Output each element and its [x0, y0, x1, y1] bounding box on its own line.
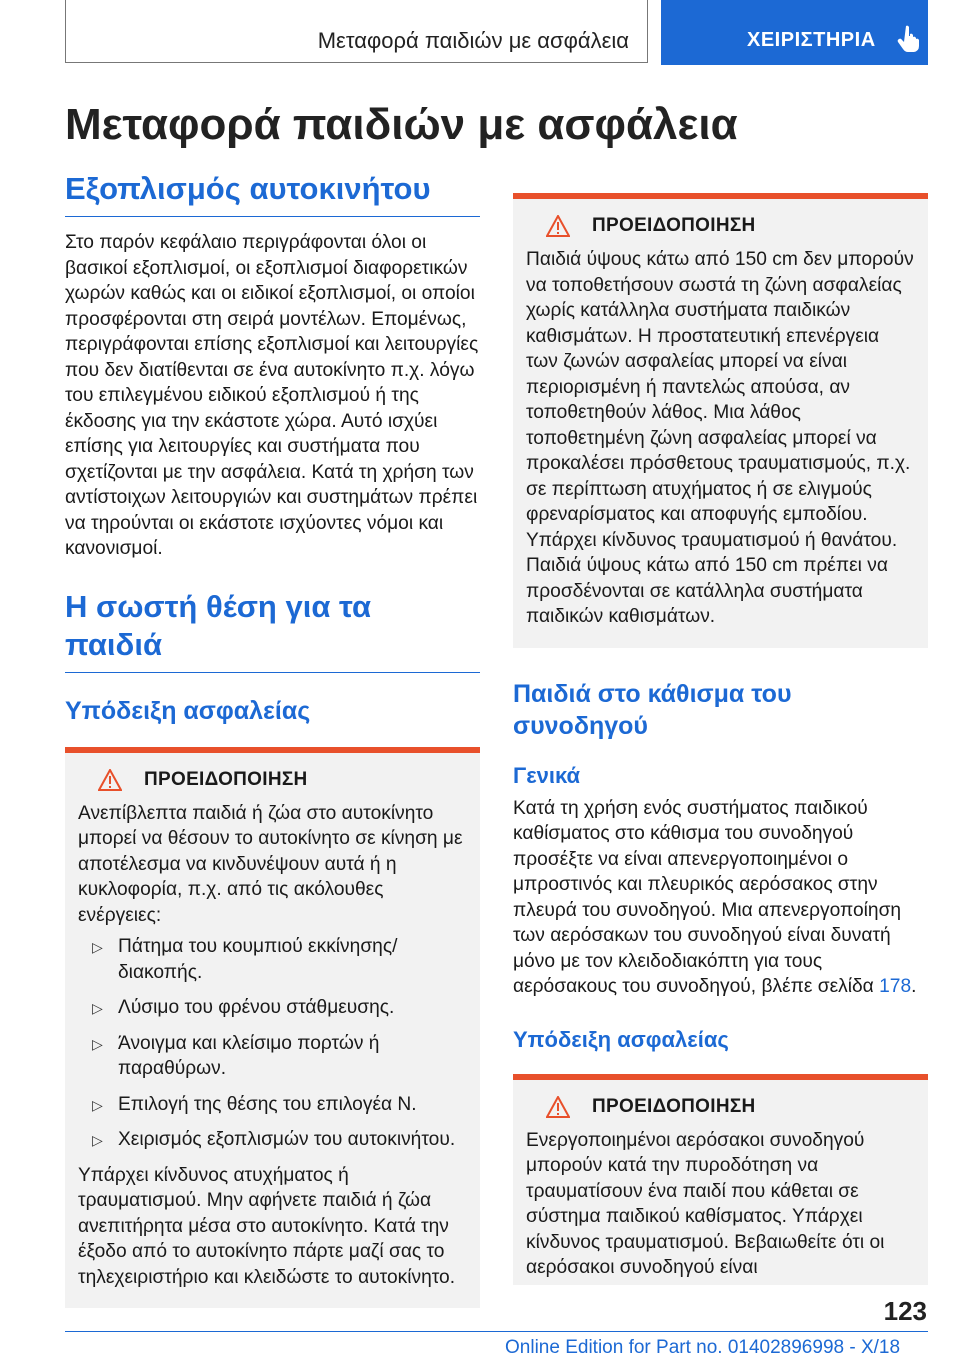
warning-intro: Ανεπίβλεπτα παιδιά ή ζώα στο αυτοκίνητο μπορεί να θέσουν το αυτοκίνητο σε κίνηση με αποτέλεσμα να κινδυνέψουν αυτά ή η κυκλοφορία, π.χ. από τις ακόλουθες ενέργειες:: [78, 802, 463, 926]
correct-position-rule: [65, 672, 480, 673]
codriver-heading: Παιδιά στο κάθισμα του συνοδηγού: [513, 679, 792, 740]
warning-label: ΠΡΟΕΙΔΟΠΟΙΗΣΗ: [592, 215, 756, 236]
hand-pointer-icon: [897, 24, 923, 52]
bullet-triangle-icon: ▷: [92, 1000, 103, 1016]
equipment-text: Στο παρόν κεφάλαιο περιγράφονται όλοι οι βασικοί εξοπλισμοί, οι εξοπλισμοί διαφορετικών χωρών καθώς και οι ειδικοί εξοπλισμοί, οι οποίοι προσφέρονται στη σειρά μοντέλων. Επομένως, περιγράφονται επίσης εξοπλισμοί και λειτουργίες που δεν διατίθενται σε ένα αυτοκίνητο π.χ. λόγω του επιλεγμένου ειδικού εξοπλισμού ή της έκδοσης για την εκάστοτε χώρα. Αυτό ισχύει επίσης για λειτουργίες και συστήματα που σχετίζονται με την ασφάλεια. Κατά τη χρήση των αντίστοιχων λειτουργιών και συστημάτων πρέπει να τηρούνται οι εκάστοτε ισχύοντες νόμοι και κανονισμοί.: [65, 232, 479, 559]
warning-label: ΠΡΟΕΙΔΟΠΟΙΗΣΗ: [592, 1095, 756, 1117]
list-item: ▷ Χειρισμός εξοπλισμών του αυτοκινήτου.: [78, 1127, 467, 1153]
general-text: Κατά τη χρήση ενός συστήματος παιδικού καθίσματος στο κάθισμα του συνοδηγού προσέξτε να είναι απενεργοποιημένοι ο μπροστινός και πλευρικός αερόσακος στην πλευρά του συνοδηγού. Μια απενεργοποίηση των αερόσακων του συνοδηγού είναι δυνατή μόνο με τον κλειδοδιακόπτη για τους αερόσακους του συνοδηγού, βλέπε σελίδα 178.: [513, 797, 917, 997]
warning-triangle-icon: [546, 215, 570, 237]
warning-box-child-height: [513, 193, 928, 648]
safety-subheading: Υπόδειξη ασφαλείας: [65, 696, 311, 725]
header-section-title: Μεταφορά παιδιών με ασφάλεια: [317, 28, 629, 53]
warning-header: [526, 1096, 915, 1118]
bullet-triangle-icon: ▷: [92, 939, 103, 955]
warning-text: Ενεργοποιημένοι αερόσακοι συνοδηγού μπορούν κατά την πυροδότηση να τραυματίσουν ένα παιδί που κάθεται σε σύστημα παιδικού καθίσματος. Υπάρχει κίνδυνος τραυματισμού. Βεβαιωθείτε ότι οι αερόσακοι συνοδηγού είναι: [526, 1129, 885, 1278]
list-item: ▷ Άνοιγμα και κλείσιμο πορτών ή παραθύρων.: [92, 1032, 380, 1079]
warning-triangle-icon: [98, 769, 122, 791]
header-chapter-label: ΧΕΙΡΙΣΤΗΡΙΑ: [747, 29, 876, 51]
warning-bullet-list: [78, 934, 467, 1153]
page-title: Μεταφορά παιδιών με ασφάλεια: [65, 100, 738, 149]
warning-header: [78, 769, 467, 791]
edition-note: Online Edition for Part no. 01402896998 - X/18: [505, 1337, 901, 1358]
warning-label: ΠΡΟΕΙΔΟΠΟΙΗΣΗ: [144, 768, 308, 790]
list-item: ▷ Λύσιμο του φρένου στάθμευσης.: [78, 995, 467, 1021]
warning-box-unattended: [65, 747, 480, 1309]
header-chapter-tab[interactable]: [661, 0, 928, 65]
warning-outro: Υπάρχει κίνδυνος ατυχήματος ή τραυματισμού. Μην αφήνετε παιδιά ή ζώα ανεπιτήρητα μέσα στο αυτοκίνητο. Κατά την έξοδο από το αυτοκίνητο πάρτε μαζί σας το τηλεχειριστήριο και κλειδώστε το αυτοκίνητο.: [78, 1164, 456, 1288]
list-item: ▷ Πάτημα του κουμπιού εκκίνησης/διακοπής.: [92, 936, 398, 983]
right-column: [513, 193, 928, 1285]
bullet-triangle-icon: ▷: [92, 1035, 103, 1052]
bullet-triangle-icon: ▷: [92, 1132, 103, 1148]
list-item: ▷ Επιλογή της θέσης του επιλογέα N.: [78, 1092, 467, 1118]
header-section-tab[interactable]: [65, 0, 648, 63]
page-number: 123: [883, 1296, 927, 1326]
page-header: [65, 0, 928, 65]
general-heading: Γενικά: [513, 762, 581, 788]
footer-rule: [65, 1331, 928, 1332]
warning-box-airbag: [513, 1074, 928, 1285]
codriver-safety-heading: Υπόδειξη ασφαλείας: [513, 1026, 729, 1052]
equipment-heading: Εξοπλισμός αυτοκινήτου: [65, 170, 480, 217]
bullet-triangle-icon: ▷: [92, 1096, 103, 1113]
warning-triangle-icon: [546, 1096, 570, 1118]
warning-header: [526, 215, 915, 237]
warning-text: Παιδιά ύψους κάτω από 150 cm δεν μπορούν να τοποθετήσουν σωστά τη ζώνη ασφαλείας χωρίς κατάλληλα συστήματα παιδικών καθισμάτων. Η προστατευτική επενέργεια των ζωνών ασφαλείας μπορεί να είναι περιορισμένη ή παντελώς απούσα, αν τοποθετηθούν λάθος. Μια λάθος τοποθετημένη ζώνη ασφαλείας μπορεί να προκαλέσει πρόσθετους τραυματισμούς, π.χ. σε περίπτωση ατυχήματος ή σε ελιγμούς φρεναρίσματος και αποφυγής εμποδίου. Υπάρχει κίνδυνος τραυματισμού ή θανάτου. Παιδιά ύψους κάτω από 150 cm πρέπει να προσδένονται σε κατάλληλα συστήματα παιδικών καθισμάτων.: [526, 249, 914, 627]
page-ref-link[interactable]: 178: [879, 976, 912, 997]
left-column: [65, 170, 480, 1308]
correct-position-heading: Η σωστή θέση για τα παιδιά: [65, 588, 372, 662]
